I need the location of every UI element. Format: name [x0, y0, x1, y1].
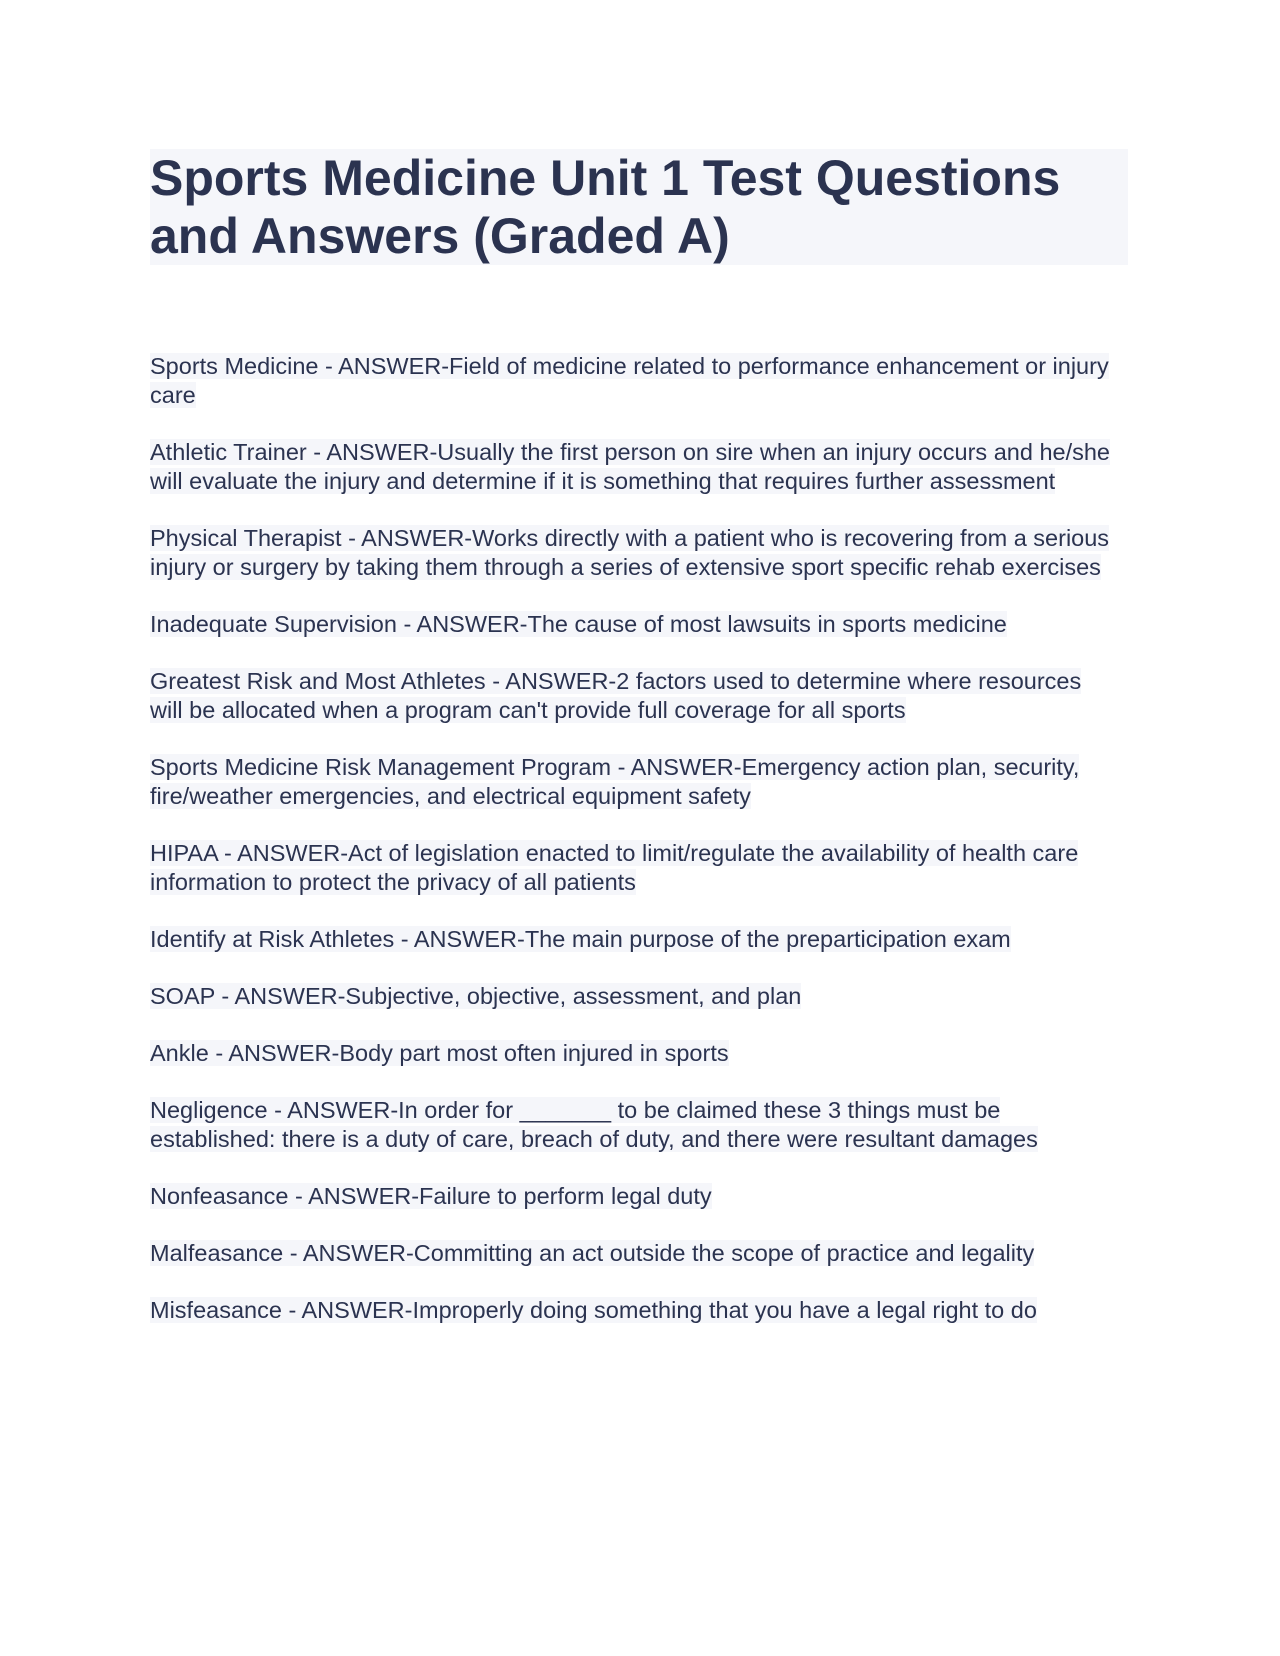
title-block: [150, 149, 1128, 265]
qa-entry-hipaa: [150, 839, 1110, 897]
qa-text: Sports Medicine - ANSWER-Field of medicine related to performance enhancement or injury care: [150, 353, 1109, 408]
qa-entry-misfeasance: [150, 1296, 1110, 1325]
qa-entry-greatest-risk: [150, 667, 1110, 725]
qa-entry-inadequate-supervision: [150, 610, 1110, 639]
qa-text: Physical Therapist - ANSWER-Works directly with a patient who is recovering from a serious injury or surgery by taking them through a series of extensive sport specific rehab exercises: [150, 525, 1110, 580]
qa-text: Malfeasance - ANSWER-Committing an act outside the scope of practice and legality: [150, 1240, 1035, 1266]
qa-text: Sports Medicine Risk Management Program - ANSWER-Emergency action plan, security, fire/weather emergencies, and electrical equipment safety: [150, 754, 1080, 809]
qa-entry-soap: [150, 982, 1110, 1011]
qa-entry-nonfeasance: [150, 1182, 1110, 1211]
qa-text: Identify at Risk Athletes - ANSWER-The main purpose of the preparticipation exam: [150, 926, 1011, 952]
qa-entry-sports-medicine: [150, 352, 1110, 410]
qa-entry-athletic-trainer: [150, 438, 1110, 496]
qa-text: HIPAA - ANSWER-Act of legislation enacted to limit/regulate the availability of health care information to protect the privacy of all patients: [150, 840, 1079, 895]
qa-entry-identify-at-risk: [150, 925, 1110, 954]
qa-text: Negligence - ANSWER-In order for _______ to be claimed these 3 things must be established: there is a duty of care, breach of duty, and there were resultant damages: [150, 1097, 1038, 1152]
qa-text: Nonfeasance - ANSWER-Failure to perform legal duty: [150, 1183, 712, 1209]
qa-text: Greatest Risk and Most Athletes - ANSWER-2 factors used to determine where resources will be allocated when a program can't provide full coverage for all sports: [150, 668, 1082, 723]
qa-entry-physical-therapist: [150, 524, 1110, 582]
qa-text: SOAP - ANSWER-Subjective, objective, assessment, and plan: [150, 983, 802, 1009]
qa-entry-negligence: [150, 1096, 1110, 1154]
qa-entry-risk-management: [150, 753, 1110, 811]
qa-text: Misfeasance - ANSWER-Improperly doing something that you have a legal right to do: [150, 1297, 1037, 1323]
qa-list: [150, 352, 1110, 1353]
qa-text: Ankle - ANSWER-Body part most often injured in sports: [150, 1040, 729, 1066]
qa-text: Athletic Trainer - ANSWER-Usually the first person on sire when an injury occurs and he/she will evaluate the injury and determine if it is something that requires further assessment: [150, 439, 1111, 494]
document-title: Sports Medicine Unit 1 Test Questions and Answers (Graded A): [150, 150, 1061, 264]
qa-entry-malfeasance: [150, 1239, 1110, 1268]
qa-entry-ankle: [150, 1039, 1110, 1068]
qa-text: Inadequate Supervision - ANSWER-The cause of most lawsuits in sports medicine: [150, 611, 1007, 637]
